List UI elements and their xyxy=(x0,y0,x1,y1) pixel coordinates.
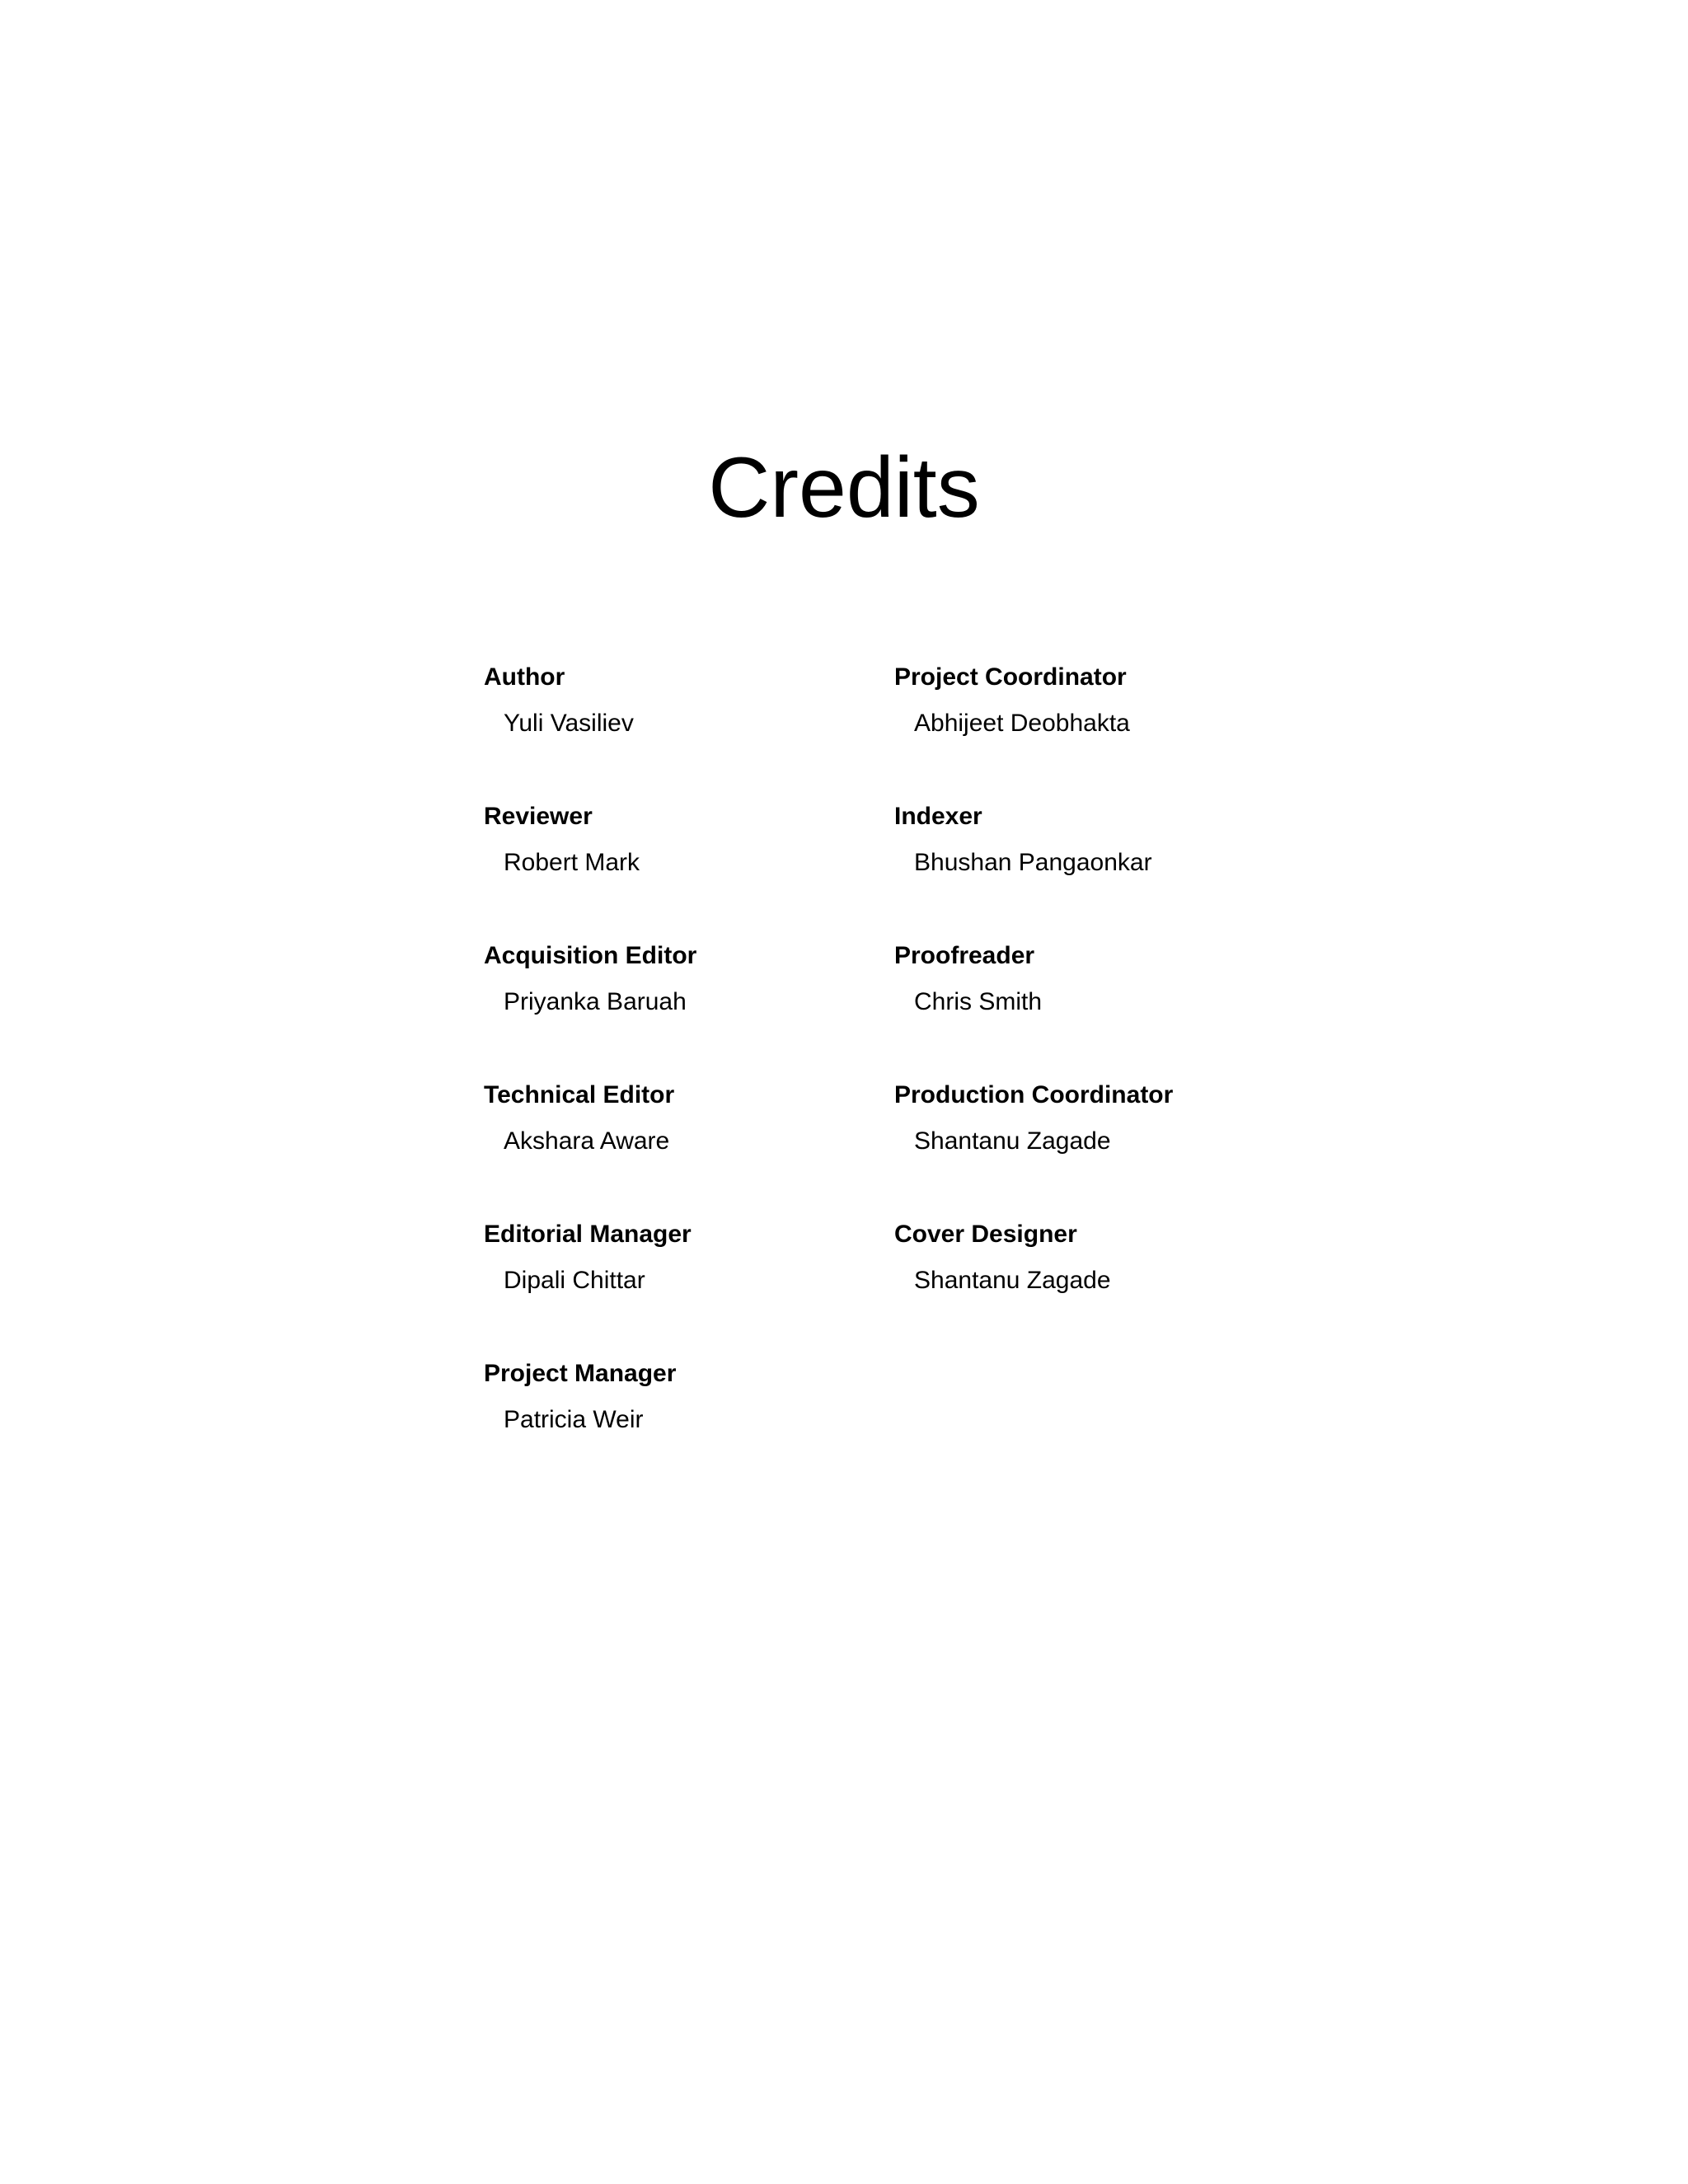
credit-role: Project Manager xyxy=(484,1360,677,1387)
page-title: Credits xyxy=(708,440,980,536)
credit-role: Reviewer xyxy=(484,803,593,830)
credit-role: Proofreader xyxy=(894,942,1035,969)
credit-name: Patricia Weir xyxy=(504,1406,644,1433)
credit-name: Bhushan Pangaonkar xyxy=(914,849,1152,876)
credit-entry-acquisition-editor xyxy=(484,941,863,1080)
credit-entry-project-coordinator xyxy=(894,663,1273,802)
credit-role: Cover Designer xyxy=(894,1221,1077,1248)
credit-name: Yuli Vasiliev xyxy=(504,710,634,737)
credit-role: Indexer xyxy=(894,803,982,830)
credit-role: Editorial Manager xyxy=(484,1221,692,1248)
credit-entry-author xyxy=(484,663,863,802)
credit-entry-editorial-manager xyxy=(484,1220,863,1359)
credit-name: Akshara Aware xyxy=(504,1127,670,1155)
credit-entry-proofreader xyxy=(894,941,1273,1080)
credit-role: Acquisition Editor xyxy=(484,942,697,969)
credit-role: Project Coordinator xyxy=(894,663,1127,691)
credit-name: Chris Smith xyxy=(914,988,1043,1015)
credit-name: Shantanu Zagade xyxy=(914,1267,1111,1294)
credit-name: Priyanka Baruah xyxy=(504,988,687,1015)
credit-role: Production Coordinator xyxy=(894,1081,1174,1108)
credit-name: Shantanu Zagade xyxy=(914,1127,1111,1155)
credit-entry-technical-editor xyxy=(484,1080,863,1220)
credit-role: Technical Editor xyxy=(484,1081,675,1108)
credit-entry-reviewer xyxy=(484,802,863,941)
credit-entry-production-coordinator xyxy=(894,1080,1273,1220)
credit-entry-indexer xyxy=(894,802,1273,941)
credits-column-right xyxy=(894,663,1273,1359)
credit-entry-cover-designer xyxy=(894,1220,1273,1359)
credit-name: Robert Mark xyxy=(504,849,640,876)
credit-entry-project-manager xyxy=(484,1359,863,1498)
credit-name: Abhijeet Deobhakta xyxy=(914,710,1130,737)
credit-role: Author xyxy=(484,663,565,691)
credit-name: Dipali Chittar xyxy=(504,1267,645,1294)
credits-column-left xyxy=(484,663,863,1498)
